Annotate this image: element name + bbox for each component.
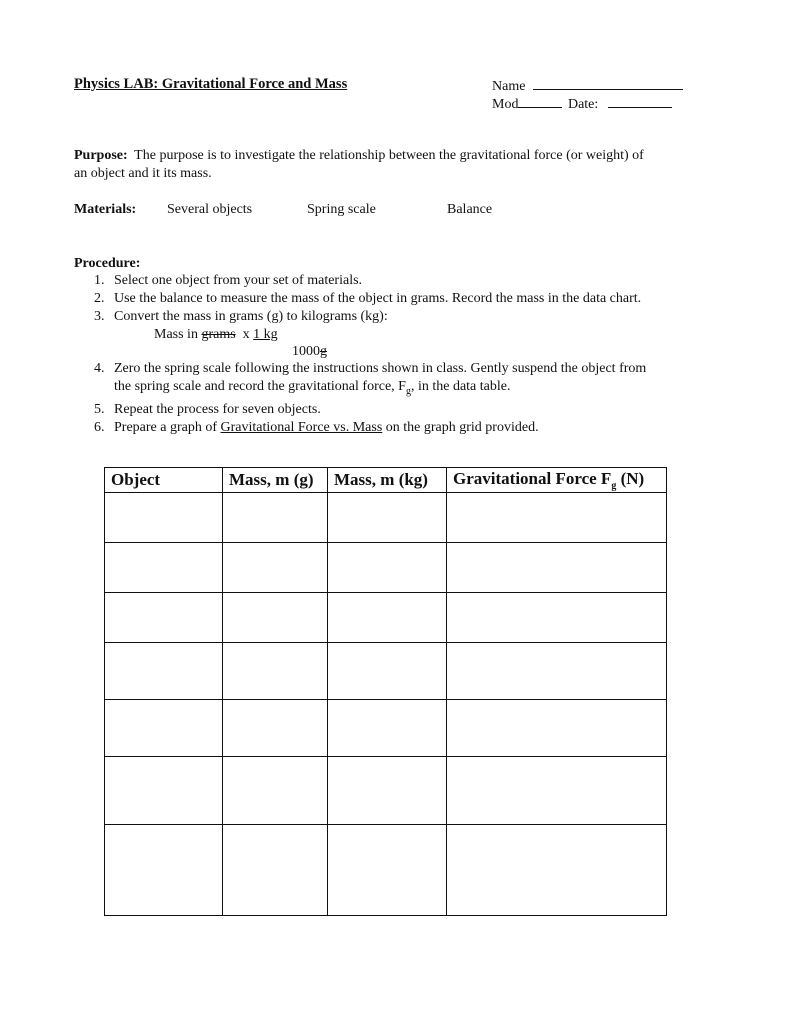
cell-gravitational-force[interactable] [447,643,667,700]
cell-mass-kg[interactable] [328,700,447,757]
material-item: Balance [447,202,493,217]
procedure-step-1: 1. Select one object from your set of materials. [94,273,363,288]
cell-mass-g[interactable] [223,493,328,543]
table-row [105,593,667,643]
cell-mass-kg[interactable] [328,643,447,700]
cell-mass-kg[interactable] [328,543,447,593]
purpose-text-1: The purpose is to investigate the relationship between the gravitational force (or weight) of [134,148,644,163]
cell-gravitational-force[interactable] [447,543,667,593]
column-header-mass-kg: Mass, m (kg) [328,468,447,493]
table-row [105,643,667,700]
procedure-step-3: 3. Convert the mass in grams (g) to kilograms (kg): [94,309,388,324]
cell-mass-kg[interactable] [328,593,447,643]
cell-gravitational-force[interactable] [447,700,667,757]
cell-gravitational-force[interactable] [447,493,667,543]
conversion-formula: Mass in grams x 1 kg 1000g [154,327,327,359]
procedure-list [96,272,754,437]
cell-mass-kg[interactable] [328,757,447,825]
purpose-label: Purpose: [74,148,128,163]
procedure-step-6: 6. Prepare a graph of Gravitational Force vs. Mass on the graph grid provided. [94,419,539,435]
cell-gravitational-force[interactable] [447,757,667,825]
column-header-gravitational-force: Gravitational Force $F_g$ (N) [447,468,667,493]
cell-gravitational-force[interactable] [447,825,667,916]
table-row [105,757,667,825]
procedure-step-5: 5. Repeat the process for seven objects. [94,401,321,417]
name-label: Name [492,79,526,94]
cell-mass-kg[interactable] [328,825,447,916]
table-row [105,543,667,593]
procedure-step-2: 2. Use the balance to measure the mass of the object in grams. Record the mass in the data chart. [94,291,642,306]
mod-blank[interactable] [518,94,562,108]
cell-mass-g[interactable] [223,543,328,593]
table-body [105,493,667,916]
cell-object[interactable] [105,757,223,825]
table-row [105,700,667,757]
material-item: Several objects [167,202,253,217]
purpose-line1 [74,148,644,164]
purpose-text-2: an object and it its mass. [74,166,212,181]
cell-mass-g[interactable] [223,593,328,643]
table-row [105,493,667,543]
cell-mass-g[interactable] [223,643,328,700]
cell-object[interactable] [105,493,223,543]
cell-object[interactable] [105,593,223,643]
material-item: Spring scale [307,202,376,217]
page-title: Physics LAB: Gravitational Force and Mass [74,76,348,92]
table-row [105,825,667,916]
table-header-row [105,468,667,493]
column-header-object: Object [105,468,223,493]
mod-date-fields [492,94,672,113]
date-label: Date: [567,97,599,112]
cell-object[interactable] [105,825,223,916]
cell-object[interactable] [105,700,223,757]
name-field[interactable] [492,76,683,95]
cell-object[interactable] [105,543,223,593]
cell-mass-g[interactable] [223,757,328,825]
procedure-step-4: 4. Zero the spring scale following the instructions shown in class. Gently suspend the object from the spring scale and record the gravitational force, $F_g$, in the data table. [94,361,647,397]
cell-gravitational-force[interactable] [447,593,667,643]
date-blank[interactable] [608,94,672,108]
cell-object[interactable] [105,643,223,700]
column-header-mass-g: Mass, m (g) [223,468,328,493]
materials-label: Materials: [74,202,137,217]
name-blank[interactable] [533,76,683,90]
mod-label: Mod [492,97,519,112]
data-table [104,467,667,916]
cell-mass-g[interactable] [223,825,328,916]
cell-mass-kg[interactable] [328,493,447,543]
cell-mass-g[interactable] [223,700,328,757]
procedure-label: Procedure: [74,256,141,271]
